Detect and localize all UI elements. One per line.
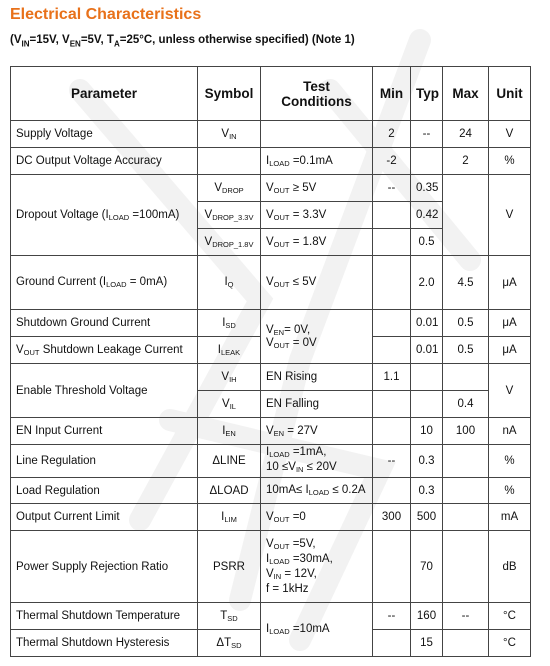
parameter-cell: $V_{OUT}$ Shutdown Leakage Current [11,337,198,364]
min-cell [373,229,411,256]
conditions-cell: $I_{LOAD} =10mA$ [261,603,373,657]
typ-cell: 10 [411,418,443,445]
parameter-cell: Shutdown Ground Current [11,310,198,337]
unit-cell: μA [489,310,531,337]
min-cell: -- [373,603,411,630]
parameter-cell: Output Current Limit [11,504,198,531]
min-cell [373,337,411,364]
parameter-cell: Thermal Shutdown Temperature [11,603,198,630]
unit-cell: μA [489,337,531,364]
table-row [11,603,531,630]
max-cell [443,175,489,256]
parameter-cell: DC Output Voltage Accuracy [11,148,198,175]
unit-cell: % [489,445,531,478]
typ-cell: 0.3 [411,478,443,504]
column-header-min: Min [373,67,411,121]
max-cell [443,445,489,478]
max-cell: 0.4 [443,391,489,418]
typ-cell [411,148,443,175]
symbol-cell: $V_{IH}$ [198,364,261,391]
conditions-cell: $I_{LOAD} =1mA$, $10 \le V_{IN} \le 20V$ [261,445,373,478]
electrical-characteristics-table [10,66,531,657]
min-cell [373,310,411,337]
conditions-cell: $V_{OUT} \le 5V$ [261,256,373,310]
table-row [11,445,531,478]
table-row [11,175,531,202]
typ-cell: 2.0 [411,256,443,310]
symbol-cell: $T_{SD}$ [198,603,261,630]
min-cell [373,418,411,445]
unit-cell: V [489,121,531,148]
max-cell: 0.5 [443,337,489,364]
unit-cell: °C [489,603,531,630]
symbol-cell: PSRR [198,531,261,603]
max-cell: 4.5 [443,256,489,310]
max-cell [443,630,489,657]
conditions-cell: EN Falling [261,391,373,418]
min-cell [373,391,411,418]
column-header-parameter: Parameter [11,67,198,121]
min-cell [373,630,411,657]
min-cell [373,478,411,504]
typ-cell: 0.42 [411,202,443,229]
column-header-max: Max [443,67,489,121]
column-header-typ: Typ [411,67,443,121]
table-row [11,418,531,445]
min-cell: 2 [373,121,411,148]
parameter-cell: EN Input Current [11,418,198,445]
table-header-row [11,67,531,121]
unit-cell: % [489,148,531,175]
typ-cell: 0.01 [411,310,443,337]
unit-cell: V [489,364,531,418]
typ-cell: -- [411,121,443,148]
parameter-cell: Supply Voltage [11,121,198,148]
symbol-cell: $V_{IN}$ [198,121,261,148]
column-header-symbol: Symbol [198,67,261,121]
typ-cell: 0.3 [411,445,443,478]
min-cell: 300 [373,504,411,531]
unit-cell: nA [489,418,531,445]
conditions-cell: $V_{OUT} = 3.3V$ [261,202,373,229]
symbol-cell: $\Delta T_{SD}$ [198,630,261,657]
typ-cell [411,391,443,418]
conditions-cell: $V_{OUT} = 1.8V$ [261,229,373,256]
min-cell: 1.1 [373,364,411,391]
max-cell: 100 [443,418,489,445]
symbol-cell: $I_{LEAK}$ [198,337,261,364]
unit-cell: mA [489,504,531,531]
min-cell [373,202,411,229]
symbol-cell: $I_{SD}$ [198,310,261,337]
conditions-cell: $V_{OUT} =5V$, $I_{LOAD} =30mA$, $V_{IN} = 12V$, f = 1kHz [261,531,373,603]
unit-cell: °C [489,630,531,657]
max-cell: 0.5 [443,310,489,337]
conditions-cell: $V_{OUT} =0$ [261,504,373,531]
typ-cell: 0.01 [411,337,443,364]
section-title: Electrical Characteristics [10,6,202,23]
table-row [11,310,531,337]
min-cell: -- [373,445,411,478]
typ-cell: 70 [411,531,443,603]
conditions-cell: $10mA\le I_{LOAD} \le 0.2A$ [261,478,373,504]
typ-cell: 15 [411,630,443,657]
parameter-cell: Load Regulation [11,478,198,504]
max-cell: 24 [443,121,489,148]
typ-cell [411,364,443,391]
min-cell [373,531,411,603]
symbol-cell: $V_{DROP\_1.8V}$ [198,229,261,256]
unit-cell: μA [489,256,531,310]
conditions-cell: $V_{EN} = 27V$ [261,418,373,445]
min-cell [373,256,411,310]
table-row [11,256,531,310]
symbol-cell: $V_{IL}$ [198,391,261,418]
test-conditions-note: ($V_{IN}=15V$, $V_{EN}=5V$, $T_A=25^\circ C$, unless otherwise specified) (Note 1) [10,34,355,49]
table-row [11,531,531,603]
symbol-cell: $V_{DROP\_3.3V}$ [198,202,261,229]
max-cell [443,504,489,531]
typ-cell: 160 [411,603,443,630]
conditions-cell: $V_{OUT} \ge 5V$ [261,175,373,202]
conditions-cell: EN Rising [261,364,373,391]
table-row [11,121,531,148]
parameter-cell: Power Supply Rejection Ratio [11,531,198,603]
max-cell [443,364,489,391]
parameter-cell: Enable Threshold Voltage [11,364,198,418]
column-header-unit: Unit [489,67,531,121]
unit-cell: dB [489,531,531,603]
parameter-cell: Dropout Voltage $(I_{LOAD} =100mA)$ [11,175,198,256]
conditions-cell: $I_{LOAD} =0.1mA$ [261,148,373,175]
parameter-cell: Thermal Shutdown Hysteresis [11,630,198,657]
table-row [11,148,531,175]
symbol-cell: $V_{DROP}$ [198,175,261,202]
table-row [11,364,531,391]
symbol-cell: ΔLINE [198,445,261,478]
table-row [11,478,531,504]
symbol-cell [198,148,261,175]
conditions-cell: $V_{EN}= 0V$, $V_{OUT} = 0V$ [261,310,373,364]
parameter-cell: Line Regulation [11,445,198,478]
max-cell: 2 [443,148,489,175]
symbol-cell: $I_{LIM}$ [198,504,261,531]
max-cell [443,531,489,603]
unit-cell: V [489,175,531,256]
symbol-cell: ΔLOAD [198,478,261,504]
max-cell: -- [443,603,489,630]
min-cell: -- [373,175,411,202]
column-header-test-conditions: Test Conditions [261,67,373,121]
symbol-cell: $I_Q$ [198,256,261,310]
symbol-cell: $I_{EN}$ [198,418,261,445]
typ-cell: 0.35 [411,175,443,202]
table-row [11,504,531,531]
typ-cell: 0.5 [411,229,443,256]
max-cell [443,478,489,504]
unit-cell: % [489,478,531,504]
conditions-cell [261,121,373,148]
min-cell: -2 [373,148,411,175]
typ-cell: 500 [411,504,443,531]
parameter-cell: Ground Current $(I_{LOAD} = 0mA)$ [11,256,198,310]
